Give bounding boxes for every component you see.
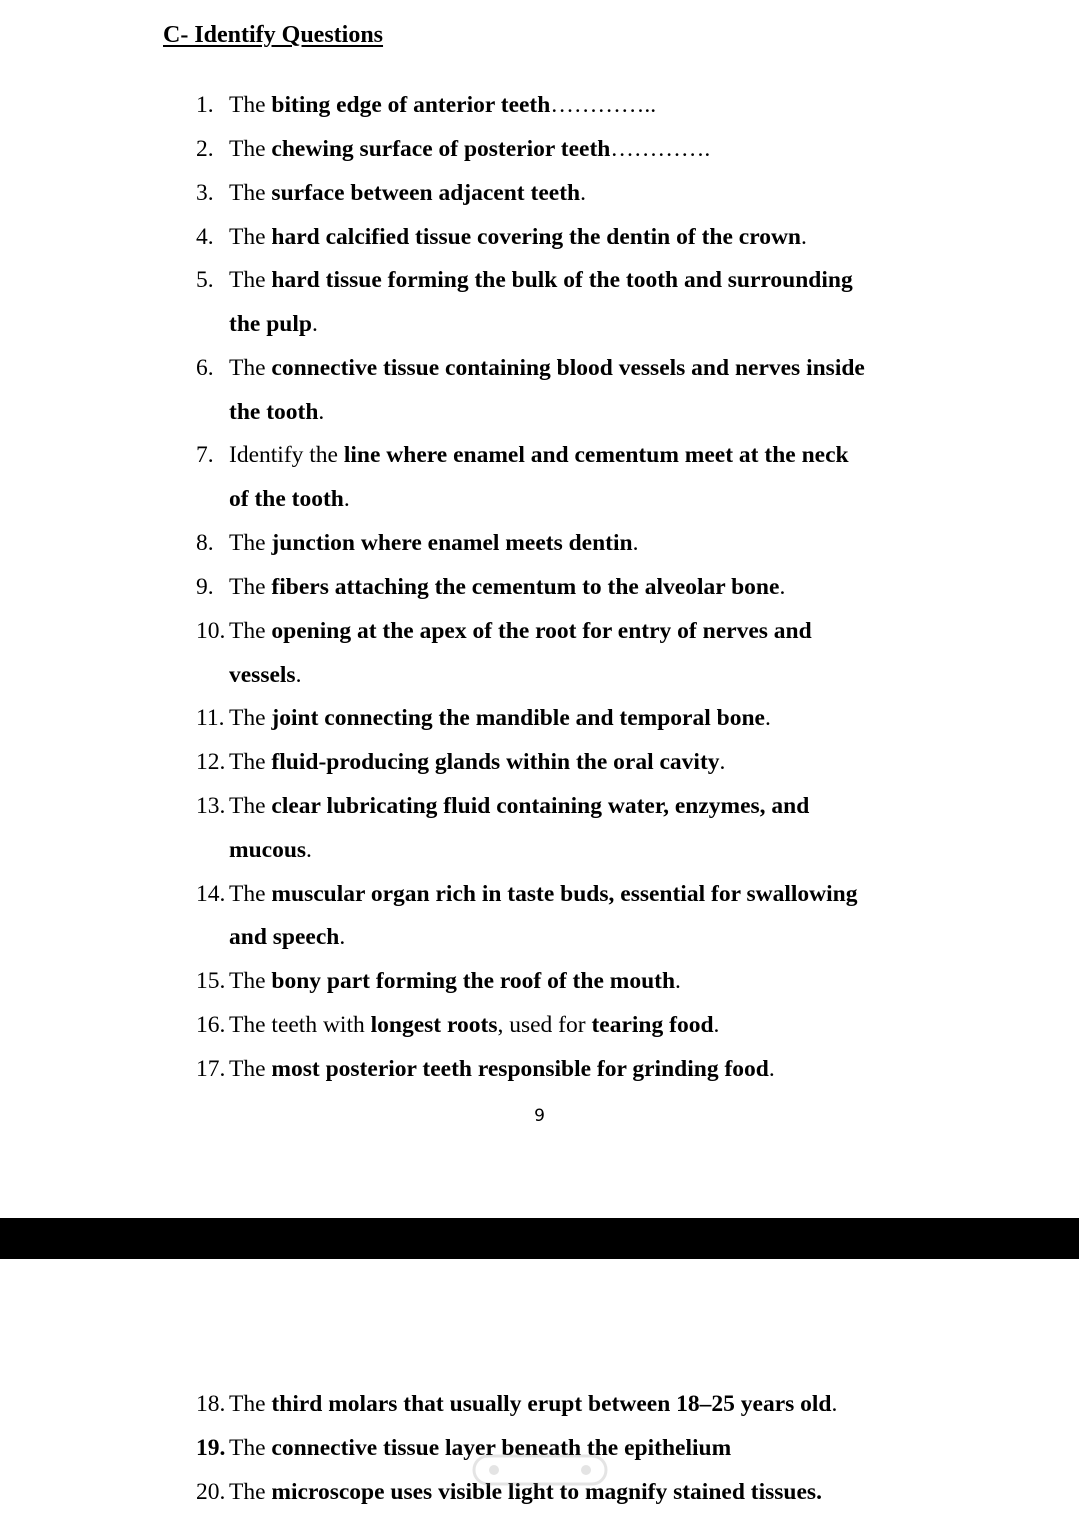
- question-text-segment: .: [311, 311, 318, 337]
- key-term: surface between adjacent teeth: [271, 180, 581, 206]
- key-term: connective tissue layer beneath the epithelium: [271, 1435, 732, 1461]
- question-text: [229, 968, 681, 995]
- question-text: [229, 574, 785, 601]
- question-text-segment: The: [229, 92, 272, 118]
- question-text: [229, 662, 301, 689]
- question-number: 7.: [196, 442, 214, 468]
- question-number: 13.: [196, 793, 226, 819]
- key-term: third molars that usually erupt between 18–25 years old: [271, 1391, 832, 1417]
- question-number: 5.: [196, 267, 214, 293]
- question-number: 17.: [196, 1056, 226, 1082]
- key-term: mucous: [229, 837, 307, 863]
- page-separator-band: [0, 1218, 1079, 1259]
- question-text-segment: , used for: [497, 1012, 592, 1038]
- question-text-segment: The: [229, 574, 272, 600]
- question-text-segment: ………….: [610, 136, 711, 162]
- question-text-segment: The: [229, 355, 272, 381]
- key-term: muscular organ rich in taste buds, essential for swallowing: [271, 881, 858, 907]
- question-text: [229, 442, 849, 469]
- key-term: joint connecting the mandible and temporal bone: [271, 705, 765, 731]
- key-term: biting edge of anterior teeth: [271, 92, 551, 118]
- question-text-segment: The: [229, 793, 272, 819]
- key-term: and speech: [229, 924, 340, 950]
- key-term: clear lubricating fluid containing water, enzymes, and: [271, 793, 810, 819]
- key-term: hard tissue forming the bulk of the tooth and surrounding: [271, 267, 853, 293]
- question-number: 19.: [196, 1435, 226, 1461]
- question-text-segment: .: [719, 749, 726, 775]
- question-text-segment: The: [229, 136, 272, 162]
- question-text: [229, 837, 312, 864]
- key-term: longest roots: [370, 1012, 498, 1038]
- question-number: 4.: [196, 224, 214, 250]
- key-term: junction where enamel meets dentin: [271, 530, 633, 556]
- question-text: [229, 749, 725, 776]
- key-term: microscope uses visible light to magnify stained tissues.: [271, 1479, 822, 1505]
- question-text: [229, 399, 324, 426]
- question-number: 9.: [196, 574, 214, 600]
- question-number: 6.: [196, 355, 214, 381]
- question-text-segment: .: [632, 530, 639, 556]
- question-text: [229, 311, 318, 338]
- question-text-segment: …………..: [550, 92, 657, 118]
- question-text: [229, 486, 350, 513]
- question-text-segment: The: [229, 180, 272, 206]
- question-text-segment: .: [764, 705, 771, 731]
- question-number: 15.: [196, 968, 226, 994]
- document-page-continued: [0, 1259, 1079, 1534]
- question-number: 12.: [196, 749, 226, 775]
- page-number: 9: [534, 1106, 545, 1126]
- key-term: chewing surface of posterior teeth: [271, 136, 611, 162]
- key-term: the tooth: [229, 399, 319, 425]
- question-text-segment: .: [801, 224, 807, 250]
- question-text-segment: .: [343, 486, 350, 512]
- question-text-segment: .: [339, 924, 346, 950]
- question-text: [229, 136, 710, 163]
- question-text: [229, 180, 586, 207]
- question-number: 1.: [196, 92, 214, 118]
- key-term: opening at the apex of the root for entry of nerves and: [271, 618, 812, 644]
- question-text: [229, 705, 771, 732]
- question-text-segment: The: [229, 530, 272, 556]
- question-text-segment: .: [675, 968, 681, 994]
- question-text-segment: The: [229, 705, 272, 731]
- question-number: 3.: [196, 180, 214, 206]
- key-term: most posterior teeth responsible for grinding food: [271, 1056, 769, 1082]
- question-text-segment: .: [779, 574, 786, 600]
- question-number: 8.: [196, 530, 214, 556]
- key-term: fluid-producing glands within the oral cavity: [271, 749, 720, 775]
- key-term: line where enamel and cementum meet at the neck: [343, 442, 849, 468]
- question-number: 20.: [196, 1479, 226, 1505]
- question-text: [229, 793, 809, 820]
- key-term: connective tissue containing blood vessels and nerves inside: [271, 355, 865, 381]
- question-number: 2.: [196, 136, 214, 162]
- question-text: [229, 1056, 775, 1083]
- question-text: [229, 1391, 837, 1418]
- question-text-segment: The: [229, 1391, 272, 1417]
- question-text-segment: .: [768, 1056, 775, 1082]
- question-text-segment: The: [229, 618, 272, 644]
- question-text: [229, 224, 807, 251]
- key-term: tearing food: [591, 1012, 714, 1038]
- question-text-segment: The: [229, 881, 272, 907]
- question-text-segment: The teeth with: [229, 1012, 371, 1038]
- question-number: 10.: [196, 618, 226, 644]
- question-text-segment: .: [306, 837, 312, 863]
- question-text-segment: .: [580, 180, 586, 206]
- question-number: 18.: [196, 1391, 226, 1417]
- question-text: [229, 1479, 822, 1506]
- question-text: [229, 530, 638, 557]
- question-text-segment: .: [713, 1012, 720, 1038]
- question-text: [229, 924, 345, 951]
- key-term: the pulp: [229, 311, 312, 337]
- question-text-segment: The: [229, 968, 272, 994]
- key-term: of the tooth: [229, 486, 344, 512]
- question-text-segment: The: [229, 1056, 272, 1082]
- question-text-segment: .: [831, 1391, 838, 1417]
- question-text-segment: Identify the: [229, 442, 344, 468]
- key-term: hard calcified tissue covering the dentin of the crown: [271, 224, 801, 250]
- question-text-segment: .: [318, 399, 325, 425]
- question-text: [229, 267, 853, 294]
- question-number: 14.: [196, 881, 226, 907]
- question-text-segment: The: [229, 267, 272, 293]
- question-text: [229, 1435, 731, 1462]
- question-text: [229, 1012, 719, 1039]
- question-text-segment: The: [229, 224, 272, 250]
- question-number: 11.: [196, 705, 225, 731]
- key-term: bony part forming the roof of the mouth: [271, 968, 676, 994]
- question-text-segment: The: [229, 1435, 272, 1461]
- question-text-segment: The: [229, 749, 272, 775]
- question-text: [229, 355, 865, 382]
- key-term: fibers attaching the cementum to the alveolar bone: [271, 574, 780, 600]
- section-heading: C- Identify Questions: [163, 22, 384, 48]
- question-text: [229, 881, 857, 908]
- question-text-segment: The: [229, 1479, 272, 1505]
- key-term: vessels: [229, 662, 296, 688]
- question-text: [229, 92, 656, 119]
- question-text-segment: .: [295, 662, 302, 688]
- question-number: 16.: [196, 1012, 226, 1038]
- question-text: [229, 618, 812, 645]
